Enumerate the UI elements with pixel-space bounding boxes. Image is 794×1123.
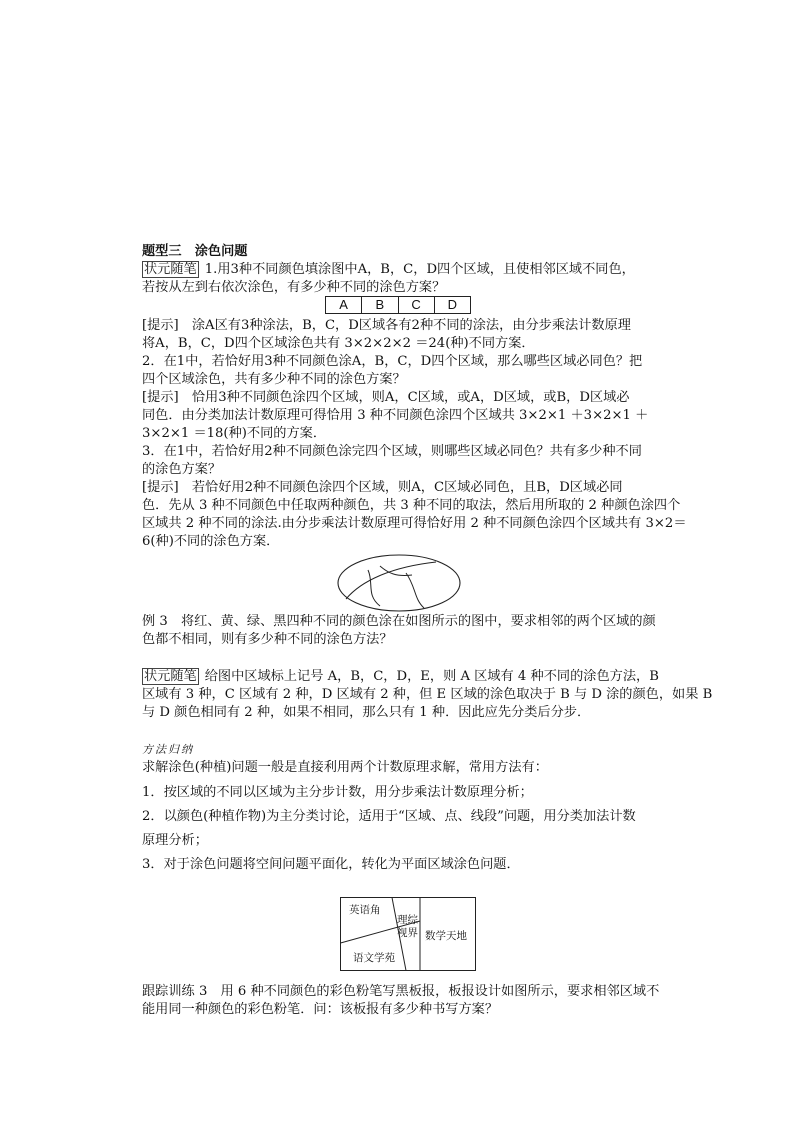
problem2-hint-2: 同色．由分类加法计数原理可得恰用 3 种不同颜色涂四个区域共 3×2×1 ＋3×2×1 ＋ [142,408,649,423]
note-line-1: 状元随笔 给图中区域标上记号 A，B，C，D，E，则 A 区域有 4 种不同的涂色方法，B [144,669,659,684]
example3-line-2: 色都不相同，则有多少种不同的涂色方法？ [142,632,393,647]
problem3-hint-1: [提示] 若恰好用2种不同颜色涂四个区域，则A，C区域必同色，且B，D区域必同 [142,480,623,495]
board-region-lizong: 理综 [397,914,418,926]
problem3-line-1: 3．在1中，若恰好用2种不同颜色涂完四个区域，则哪些区域必同色？共有多少种不同 [142,444,642,459]
region-cell-b: B [362,297,398,313]
abcd-region-figure [325,296,471,314]
method-item-1: 1．按区域的不同以区域为主分步计数，用分步乘法计数原理分析； [142,785,533,800]
method-item-2: 2．以颜色(种植作物)为主分类讨论，适用于“区域、点、线段”问题，用分类加法计数 [142,809,636,824]
note-line-2: 区域有 3 种，C 区域有 2 种，D 区域有 2 种，但 E 区域的涂色取决于 B 与 D 涂的颜色，如果 B [142,687,713,702]
board-region-chinese: 语文学苑 [353,952,395,964]
problem3-hint-3: 区域共 2 种不同的涂法.由分步乘法计数原理可得恰好用 2 种不同颜色涂四个区域共有 3×2＝ [142,516,687,531]
note-tag: 状元随笔 [144,262,197,277]
problem3-hint-4: 6(种)不同的涂色方案． [142,534,280,549]
problem1-line-2: 若按从左到右依次涂色，有多少种不同的涂色方案？ [142,280,446,295]
problem1-line-1: 状元随笔 1.用3种不同颜色填涂图中A，B，C，D四个区域，且使相邻区域不同色， [144,262,635,277]
note-tag: 状元随笔 [144,669,197,684]
blackboard-layout-figure [340,897,476,971]
method-item-2-cont: 原理分析； [142,833,208,848]
board-region-english: 英语角 [349,904,381,916]
region-cell-a: A [326,297,362,313]
note-line-3: 与 D 颜色相同有 2 种，如果不相同，那么只有 1 种．因此应先分类后分步． [142,705,591,720]
board-region-math: 数学天地 [425,930,467,942]
problem2-hint-3: 3×2×1 ＝18(种)不同的方案． [142,426,327,441]
region-cell-c: C [399,297,435,313]
board-region-shijie: 视界 [397,927,418,939]
section-title: 题型三 涂色问题 [142,244,248,259]
exercise3-line-1: 跟踪训练 3 用 6 种不同颜色的彩色粉笔写黑板报，板报设计如图所示，要求相邻区域不 [142,984,660,999]
example3-line-1: 例 3 将红、黄、绿、黑四种不同的颜色涂在如图所示的图中，要求相邻的两个区域的颜 [142,614,656,629]
method-title: 方法归纳 [142,743,194,756]
exercise3-line-2: 能用同一种颜色的彩色粉笔．问：该板报有多少种书写方案？ [142,1002,499,1017]
problem2-line-1: 2．在1中，若恰好用3种不同颜色涂A，B，C，D四个区域，那么哪些区域必同色？把 [142,354,643,369]
problem3-hint-2: 色．先从 3 种不同颜色中任取两种颜色，共 3 种不同的取法，然后用所取的 2 种颜色涂四个 [142,498,681,513]
region-cell-d: D [447,297,458,312]
method-item-3: 3．对于涂色问题将空间问题平面化，转化为平面区域涂色问题． [142,857,520,872]
problem2-hint-1: [提示] 恰用3种不同颜色涂四个区域，则A，C区域，或A，D区域，或B，D区域必 [142,390,630,405]
ellipse-region-figure [336,553,462,613]
problem2-line-2: 四个区域涂色，共有多少种不同的涂色方案？ [142,372,406,387]
method-intro: 求解涂色(种植)问题一般是直接利用两个计数原理求解，常用方法有： [142,760,548,775]
problem1-hint-2: 将A，B，C，D四个区域涂色共有 3×2×2×2 ＝24(种)不同方案． [142,336,535,351]
problem1-hint-1: [提示] 涂A区有3种涂法，B，C，D区域各有2种不同的涂法，由分步乘法计数原理 [142,318,631,333]
problem3-line-2: 的涂色方案？ [142,462,222,477]
